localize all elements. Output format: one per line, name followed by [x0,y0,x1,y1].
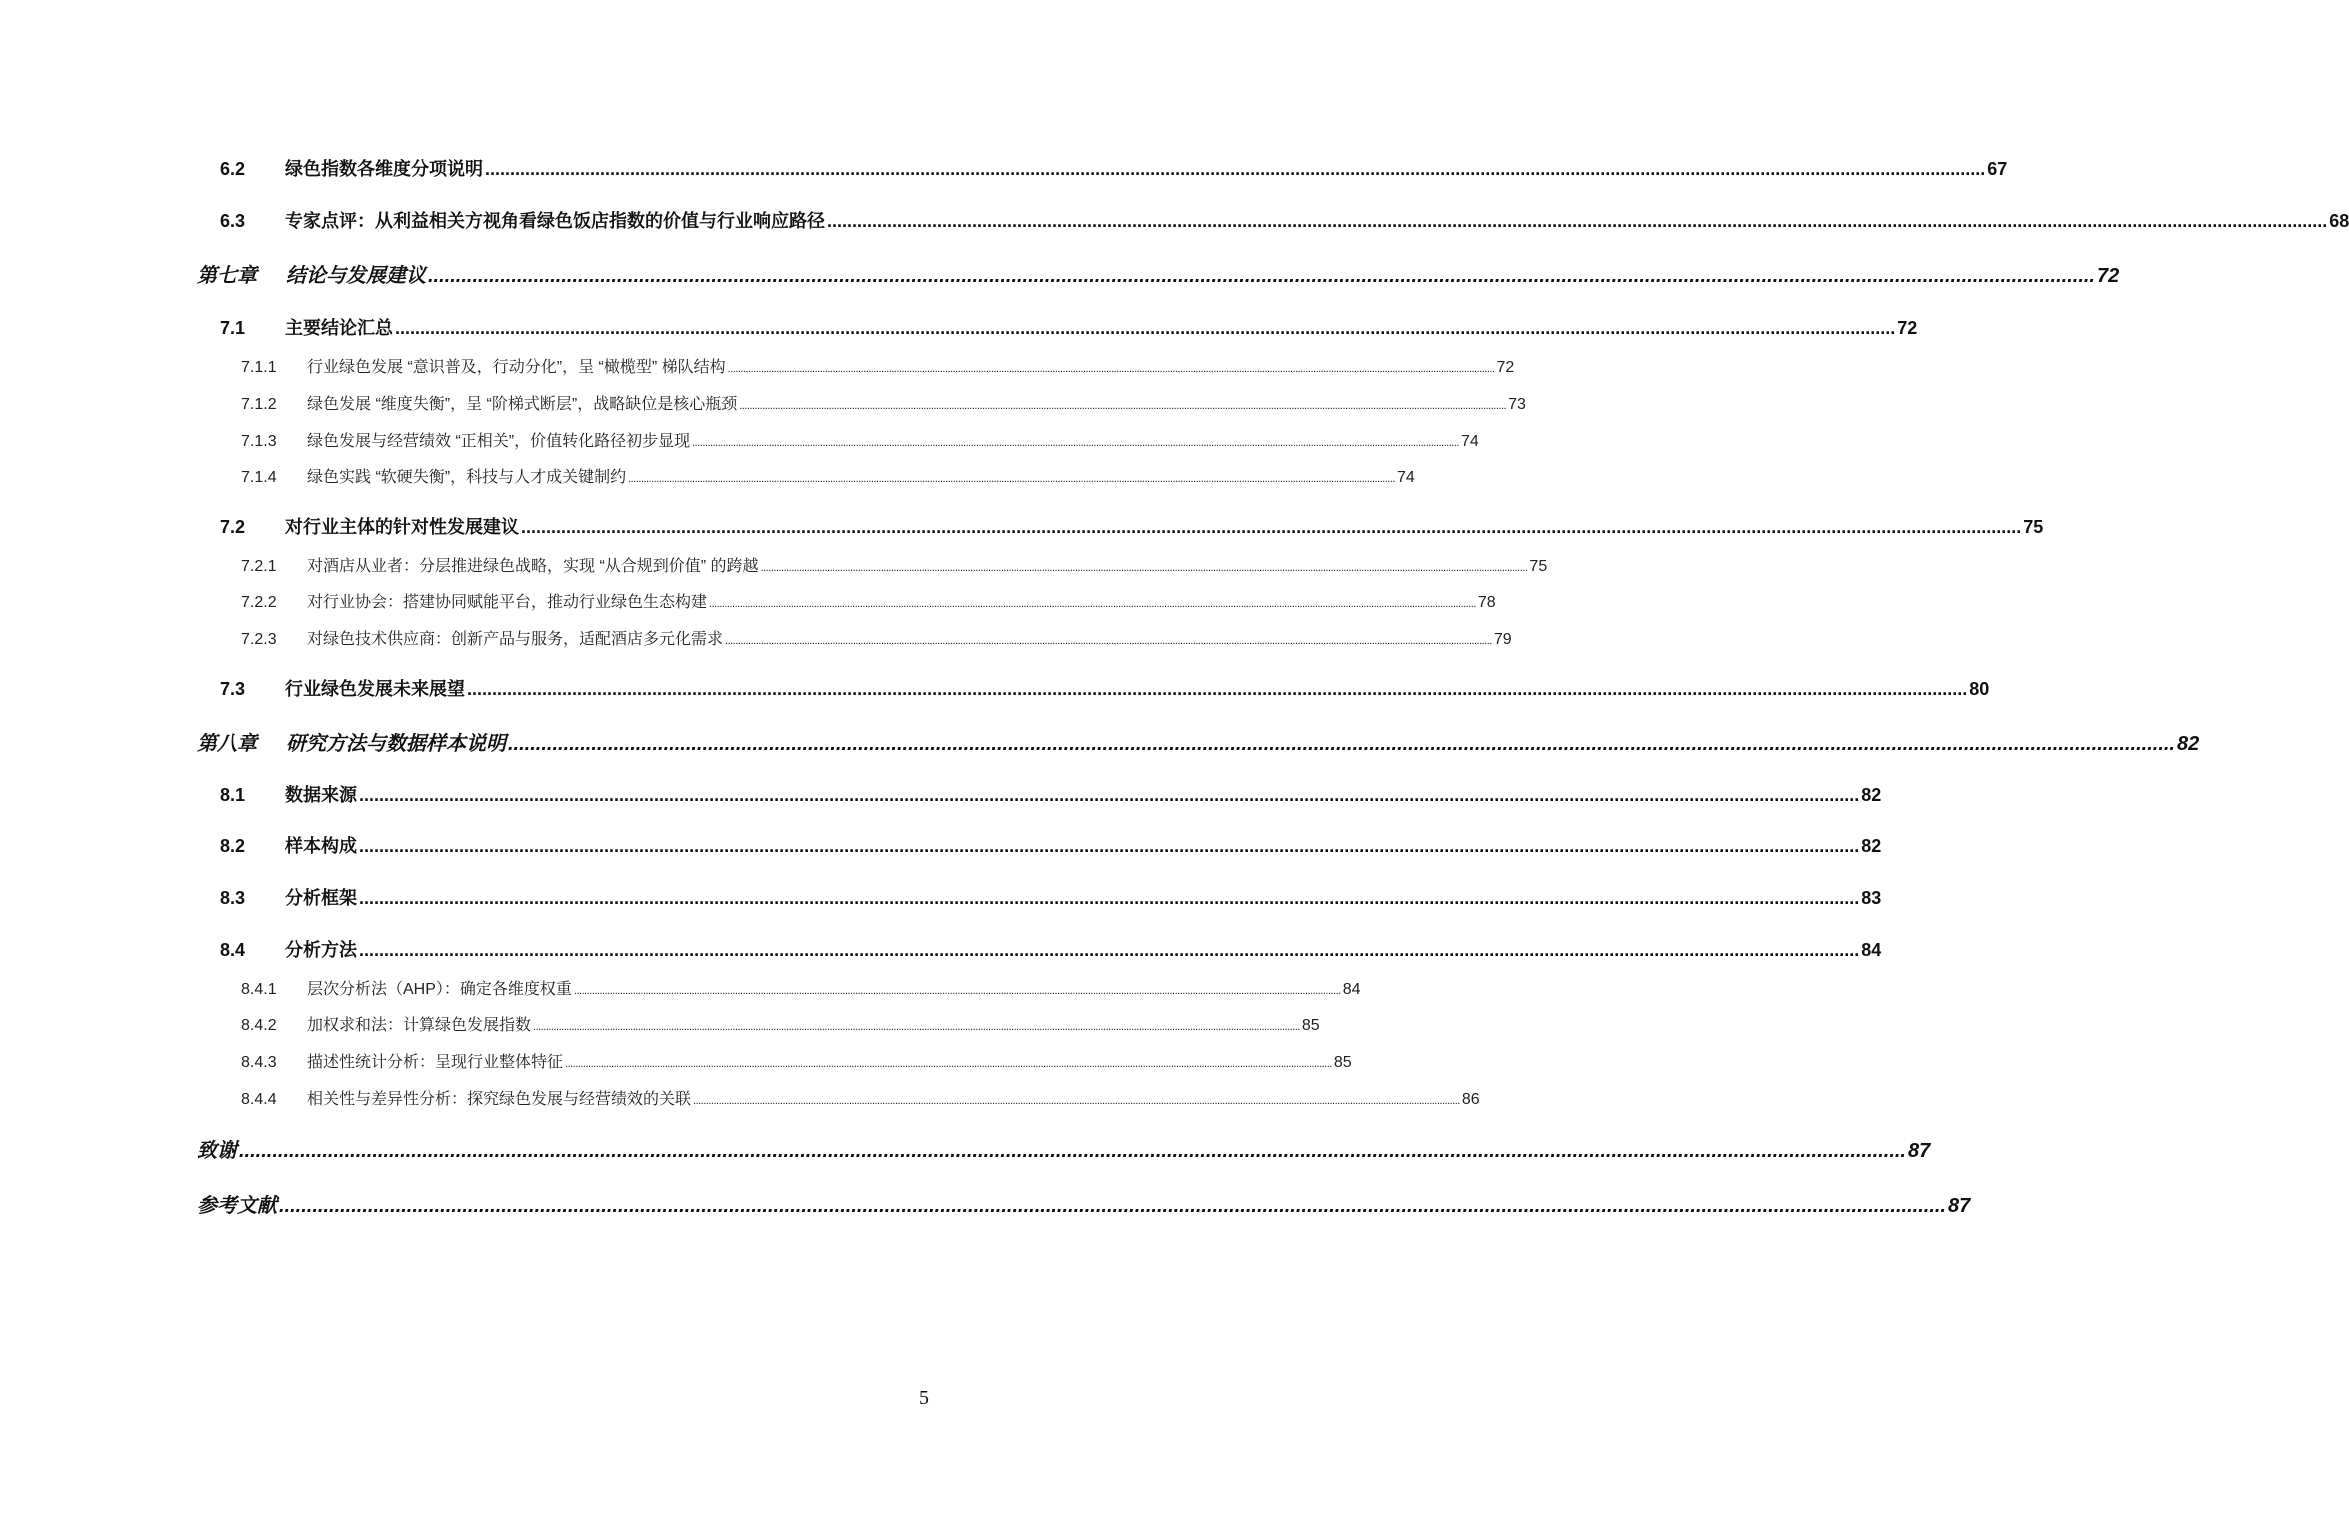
toc-entry-7-1-4[interactable] [241,464,1415,487]
toc-entry-8-2[interactable] [220,832,1882,858]
toc-entry-7-1-1[interactable] [241,354,1515,377]
toc-entry-title: 对行业协会：搭建协同赋能平台，推动行业绿色生态构建 [307,594,708,611]
toc-entry-8-4-4[interactable] [241,1086,1480,1109]
toc-dot-leader: ............................................................................................................................................................................................................................................................................................................ [359,836,1860,856]
toc-entry-title: 结论与发展建议 [286,265,426,287]
toc-entry-number: 8.4.4 [241,1091,277,1108]
toc-entry-number: 7.2.2 [241,594,277,611]
toc-dot-leader: ............................................................................................................................................................................................................................................................................................................ [279,1195,1946,1217]
toc-entry-chapter-8[interactable] [197,727,2200,756]
toc-dot-leader: ............................................................................................................................................................................................................................................................................................................ [508,733,2175,755]
toc-entry-title: 专家点评：从利益相关方视角看绿色饭店指数的价值与行业响应路径 [285,211,825,231]
toc-entry-number: 8.4.3 [241,1054,277,1071]
toc-entry-references[interactable] [197,1189,1971,1218]
toc-entry-title: 加权求和法：计算绿色发展指数 [307,1017,532,1034]
page-number: 5 [919,1387,929,1409]
toc-entry-7-1-3[interactable] [241,428,1479,451]
toc-dot-leader: ............................................................................................................................................................................................................................................................................................................ [359,785,1860,805]
toc-entry-page: 83 [1861,888,1882,908]
toc-entry-chapter-7[interactable] [197,259,2120,288]
toc-dot-leader: ............................................................................................................................................................................................................................................................................................................ [428,265,2095,287]
toc-entry-title: 行业绿色发展 “意识普及，行动分化”，呈 “橄榄型” 梯队结构 [307,359,726,376]
toc-entry-7-2-3[interactable] [241,626,1512,649]
toc-entry-8-4-3[interactable] [241,1049,1352,1072]
toc-entry-title: 绿色实践 “软硬失衡”，科技与人才成关键制约 [307,469,627,486]
toc-entry-8-4-1[interactable] [241,976,1361,999]
toc-entry-page: 87 [1948,1195,1971,1217]
toc-entry-number: 8.4.2 [241,1017,277,1034]
toc-entry-8-4[interactable] [220,936,1882,962]
toc-entry-title: 对行业主体的针对性发展建议 [285,517,519,537]
toc-entry-page: 73 [1508,396,1526,413]
toc-entry-page: 68 [2329,211,2349,231]
toc-entry-title: 绿色发展与经营绩效 “正相关”，价值转化路径初步显现 [307,433,691,450]
toc-entry-page: 72 [1496,359,1515,376]
toc-entry-title: 分析框架 [285,888,357,908]
toc-entry-title: 主要结论汇总 [285,318,393,338]
toc-entry-7-2-1[interactable] [241,553,1548,576]
toc-entry-page: 85 [1333,1054,1352,1071]
toc-entry-6-2[interactable] [220,155,2008,181]
toc-entry-page: 82 [1861,785,1882,805]
toc-entry-title: 参考文献 [197,1195,277,1217]
toc-entry-title: 数据来源 [285,785,357,805]
toc-dot-leader: ............................................................................................................................................................................................................................................................................................................ [467,679,1968,699]
toc-entry-number: 7.1.3 [241,433,277,450]
toc-dot-leader: ............................................................................................................................................................................................................................................................................................................ [739,400,1507,412]
toc-dot-leader: ............................................................................................................................................................................................................................................................................................................ [692,437,1459,449]
toc-entry-title: 样本构成 [285,836,357,856]
toc-entry-number: 7.2 [220,517,246,537]
toc-entry-page: 79 [1493,631,1512,648]
toc-entry-number: 7.1 [220,318,246,338]
toc-entry-7-2-2[interactable] [241,589,1496,612]
toc-entry-page: 84 [1861,940,1882,960]
toc-dot-leader: ............................................................................................................................................................................................................................................................................................................ [359,940,1860,960]
toc-entry-page: 80 [1969,679,1990,699]
toc-entry-title: 分析方法 [285,940,357,960]
toc-entry-number: 8.3 [220,888,246,908]
toc-entry-page: 72 [2097,265,2120,287]
toc-dot-leader: ............................................................................................................................................................................................................................................................................................................ [395,318,1896,338]
toc-entry-page: 75 [1529,558,1548,575]
toc-dot-leader: ............................................................................................................................................................................................................................................................................................................ [760,562,1528,574]
toc-dot-leader: ............................................................................................................................................................................................................................................................................................................ [239,1140,1906,1162]
toc-dot-leader: ............................................................................................................................................................................................................................................................................................................ [521,517,2022,537]
toc-entry-number: 第八章 [197,733,257,755]
toc-entry-8-1[interactable] [220,781,1882,807]
toc-dot-leader: ............................................................................................................................................................................................................................................................................................................ [485,159,1986,179]
toc-entry-8-4-2[interactable] [241,1012,1320,1035]
toc-entry-number: 7.2.3 [241,631,277,648]
toc-entry-number: 8.4.1 [241,981,277,998]
toc-entry-page: 87 [1908,1140,1931,1162]
toc-dot-leader: ............................................................................................................................................................................................................................................................................................................ [709,598,1476,610]
toc-entry-number: 7.1.4 [241,469,277,486]
toc-entry-number: 6.3 [220,211,246,231]
toc-dot-leader: ............................................................................................................................................................................................................................................................................................................ [727,363,1495,375]
toc-entry-page: 74 [1396,469,1415,486]
toc-entry-7-2[interactable] [220,513,2044,539]
toc-entry-title: 绿色指数各维度分项说明 [285,159,483,179]
toc-entry-title: 绿色发展 “维度失衡”，呈 “阶梯式断层”，战略缺位是核心瓶颈 [307,396,738,413]
toc-entry-page: 67 [1987,159,2008,179]
toc-entry-page: 84 [1342,981,1361,998]
toc-entry-page: 75 [2023,517,2044,537]
toc-dot-leader: ............................................................................................................................................................................................................................................................................................................ [693,1095,1460,1107]
toc-entry-title: 行业绿色发展未来展望 [285,679,465,699]
toc-entry-page: 78 [1477,594,1496,611]
toc-entry-title: 层次分析法（AHP）：确定各维度权重 [307,981,572,998]
toc-entry-7-1-2[interactable] [241,391,1526,414]
toc-entry-title: 对酒店从业者：分层推进绿色战略，实现 “从合规到价值” 的跨越 [307,558,759,575]
toc-entry-page: 74 [1460,433,1479,450]
toc-dot-leader: ............................................................................................................................................................................................................................................................................................................ [533,1021,1300,1033]
toc-entry-page: 86 [1461,1091,1480,1108]
toc-entry-6-3[interactable] [220,207,2349,233]
toc-entry-title: 研究方法与数据样本说明 [286,733,506,755]
toc-entry-7-1[interactable] [220,314,1918,340]
toc-entry-page: 82 [1861,836,1882,856]
toc-entry-number: 6.2 [220,159,246,179]
toc-entry-title: 描述性统计分析：呈现行业整体特征 [307,1054,564,1071]
toc-entry-number: 8.2 [220,836,246,856]
toc-entry-page: 85 [1301,1017,1320,1034]
toc-entry-number: 7.1.2 [241,396,277,413]
toc-entry-title: 相关性与差异性分析：探究绿色发展与经营绩效的关联 [307,1091,692,1108]
toc-entry-title: 对绿色技术供应商：创新产品与服务，适配酒店多元化需求 [307,631,724,648]
toc-entry-7-3[interactable] [220,675,1990,701]
toc-dot-leader: ............................................................................................................................................................................................................................................................................................................ [725,635,1492,647]
toc-entry-number: 7.2.1 [241,558,277,575]
toc-entry-8-3[interactable] [220,884,1882,910]
toc-dot-leader: ............................................................................................................................................................................................................................................................................................................ [573,985,1341,997]
toc-entry-page: 72 [1897,318,1918,338]
toc-dot-leader: ............................................................................................................................................................................................................................................................................................................ [628,473,1395,485]
toc-entry-number: 7.1.1 [241,359,277,376]
toc-entry-title: 致谢 [197,1140,237,1162]
toc-entry-number: 8.1 [220,785,246,805]
toc-dot-leader: ............................................................................................................................................................................................................................................................................................................ [565,1058,1332,1070]
toc-entry-page: 82 [2177,733,2200,755]
toc-entry-acknowledgements[interactable] [197,1134,1931,1163]
toc-entry-number: 8.4 [220,940,246,960]
toc-entry-number: 第七章 [197,265,257,287]
toc-entry-number: 7.3 [220,679,246,699]
toc-dot-leader: ............................................................................................................................................................................................................................................................................................................ [359,888,1860,908]
toc-dot-leader: ............................................................................................................................................................................................................................................................................................................ [827,211,2328,231]
